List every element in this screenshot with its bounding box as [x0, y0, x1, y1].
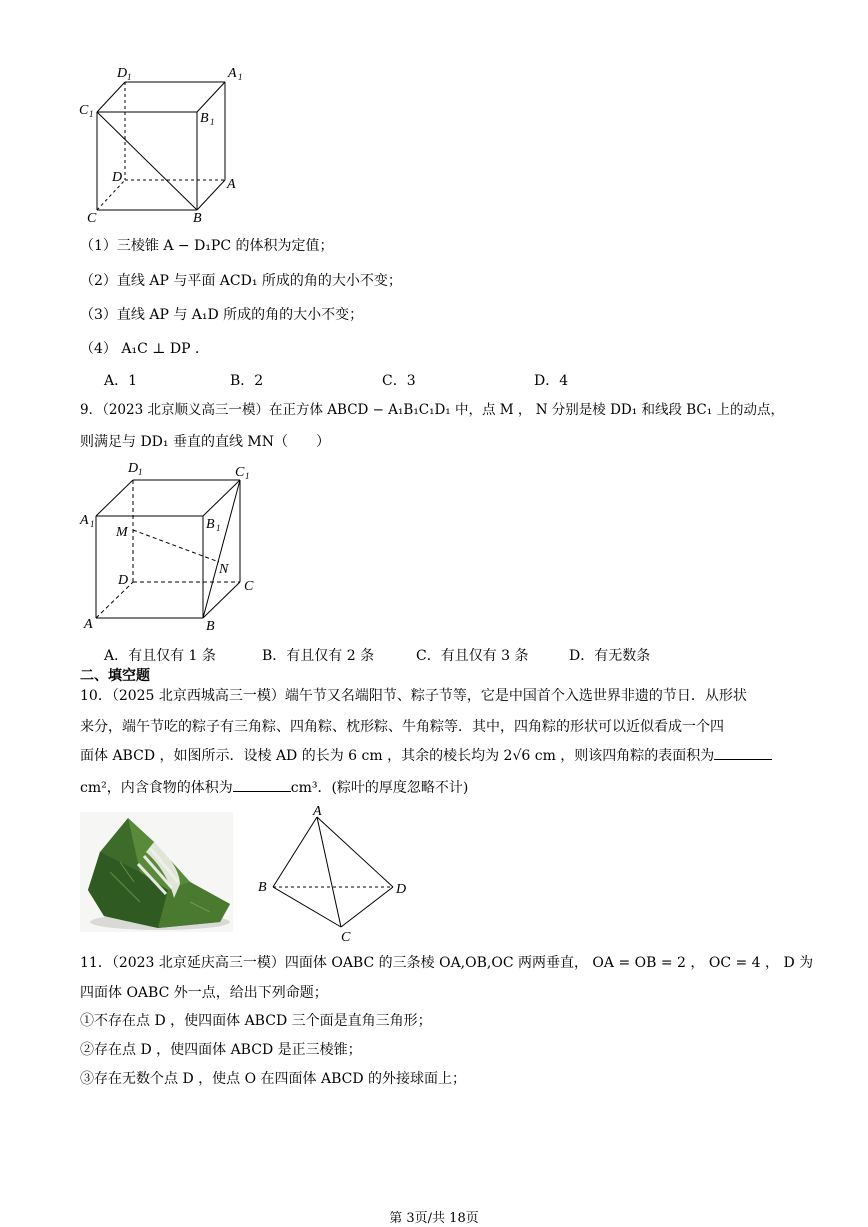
label-C1: C — [79, 103, 89, 118]
zongzi-photo — [80, 812, 233, 932]
label-A: A — [227, 177, 236, 192]
answer-blank-2[interactable] — [233, 779, 291, 792]
label-D1: D — [117, 66, 128, 81]
q9-line-2: 则满足与 DD₁ 垂直的直线 MN（ ） — [80, 434, 330, 450]
q10-line-3 — [80, 746, 772, 766]
label-D: D — [118, 573, 129, 588]
svg-text:1: 1 — [138, 467, 143, 477]
label-M: M — [116, 525, 128, 540]
q8-option-d: D．4 — [534, 373, 569, 389]
q9-option-a: A．有且仅有 1 条 — [104, 648, 216, 664]
svg-text:1: 1 — [127, 72, 132, 82]
q11-line-2: 四面体 OABC 外一点，给出下列命题； — [80, 985, 328, 1001]
label-B: B — [206, 619, 215, 634]
q8-option-b: B．2 — [230, 373, 264, 389]
label-A1: A — [228, 66, 237, 81]
q10-line-4-text-a: cm²，内含食物的体积为 — [80, 780, 233, 796]
q8-option-c: C．3 — [382, 373, 416, 389]
svg-text:1: 1 — [210, 117, 215, 127]
q8-option-a: A．1 — [104, 373, 138, 389]
label-C1: C — [235, 465, 245, 480]
label-D: D — [396, 882, 407, 897]
q9-option-c: C．有且仅有 3 条 — [416, 648, 529, 664]
q8-statement-3: （3）直线 AP 与 A₁D 所成的角的大小不变； — [80, 307, 364, 323]
answer-blank-1[interactable] — [714, 747, 772, 760]
label-B: B — [258, 880, 267, 895]
label-A1: A — [80, 513, 89, 528]
label-B1: B — [200, 111, 209, 126]
q11-proposition-1: ①不存在点 D ，使四面体 ABCD 三个面是直角三角形； — [80, 1013, 432, 1029]
q8-statement-2: （2）直线 AP 与平面 ACD₁ 所成的角的大小不变； — [80, 273, 402, 289]
label-C: C — [244, 579, 254, 594]
svg-text:1: 1 — [245, 471, 250, 481]
q10-line-4 — [80, 778, 468, 798]
label-A: A — [313, 804, 322, 819]
section-heading: 二、填空题 — [80, 668, 150, 684]
page-footer: 第 3页/共 18页 — [389, 1211, 479, 1226]
label-C: C — [87, 211, 97, 226]
label-N: N — [219, 562, 229, 577]
q11-proposition-2: ②存在点 D ，使四面体 ABCD 是正三棱锥； — [80, 1042, 362, 1058]
label-D1: D — [128, 461, 139, 476]
label-A: A — [84, 617, 93, 632]
svg-text:1: 1 — [90, 519, 95, 529]
q10-line-4-text-b: cm³．(粽叶的厚度忽略不计) — [290, 780, 469, 796]
label-B1: B — [206, 517, 215, 532]
label-C: C — [341, 930, 351, 945]
svg-text:1: 1 — [89, 109, 94, 119]
svg-text:1: 1 — [238, 72, 243, 82]
q10-line-1: 10．（2025 北京西城高三一模）端午节又名端阳节、粽子节等，它是中国首个入选世界非遗的节日．从形状 — [80, 688, 747, 704]
q10-line-3-text: 面体 ABCD ，如图所示．设棱 AD 的长为 6 cm ，其余的棱长均为 2√6 cm ，则该四角粽的表面积为 — [80, 748, 715, 764]
q9-option-d: D．有无数条 — [569, 648, 651, 664]
label-B: B — [193, 211, 202, 226]
q11-proposition-3: ③存在无数个点 D ，使点 O 在四面体 ABCD 的外接球面上； — [80, 1071, 466, 1087]
tetrahedron-figure — [255, 805, 415, 945]
label-D: D — [112, 170, 123, 185]
q8-statement-4: （4） A₁C ⊥ DP ． — [80, 341, 209, 357]
q10-line-2: 来分，端午节吃的粽子有三角粽、四角粽、枕形粽、牛角粽等．其中，四角粽的形状可以近似看成一个四 — [80, 719, 724, 735]
svg-text:1: 1 — [216, 523, 221, 533]
q9-option-b: B．有且仅有 2 条 — [262, 648, 375, 664]
cube-figure-2 — [78, 458, 268, 638]
q8-statement-1: （1）三棱锥 A − D₁PC 的体积为定值； — [80, 238, 334, 254]
cube-figure-1 — [75, 62, 255, 227]
q9-line-1: 9．（2023 北京顺义高三一模）在正方体 ABCD − A₁B₁C₁D₁ 中，点 M ， N 分别是棱 DD₁ 和线段 BC₁ 上的动点， — [80, 402, 784, 418]
q11-line-1: 11．（2023 北京延庆高三一模）四面体 OABC 的三条棱 OA,OB,OC 两两垂直， OA = OB = 2 ， OC = 4 ， D 为 — [80, 955, 814, 971]
